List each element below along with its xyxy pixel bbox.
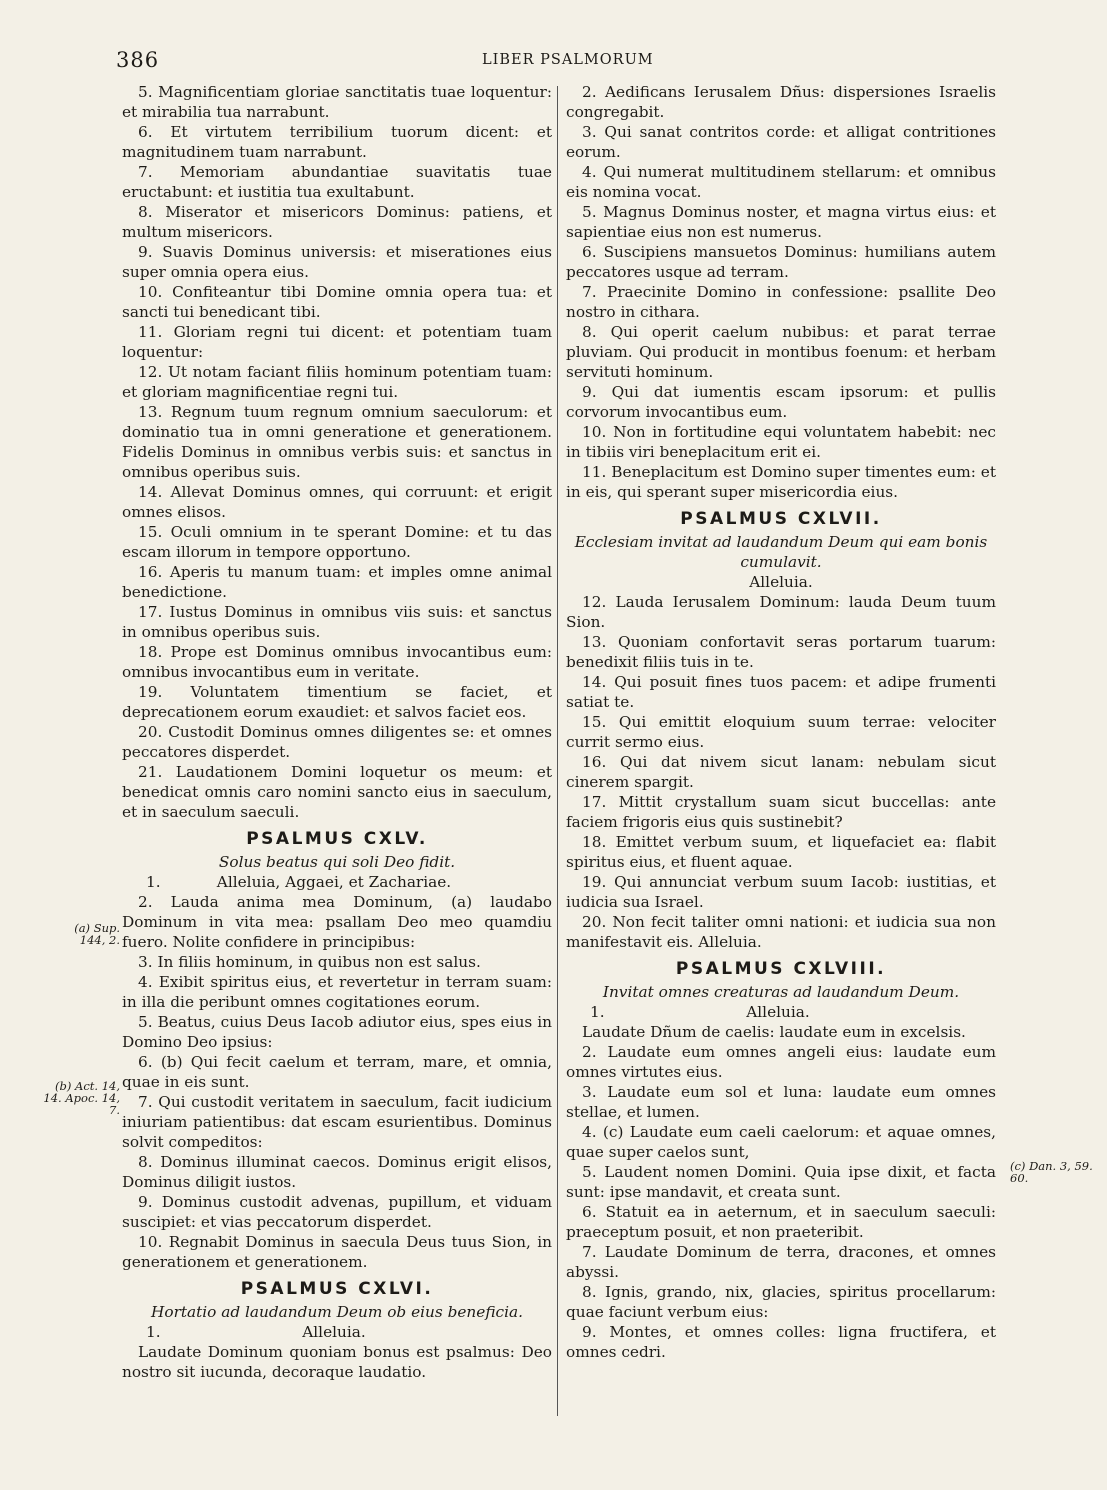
verse: 3. Qui sanat contritos corde: et alligat contritiones eorum. — [566, 123, 996, 161]
verse: 20. Non fecit taliter omni nationi: et iudicia sua non manifestavit eis. Alleluia. — [566, 913, 996, 951]
verse: 7. Laudate Dominum de terra, dracones, et omnes abyssi. — [566, 1243, 996, 1281]
margin-note-c: (c) Dan. 3, 59. 60. — [1010, 1159, 1093, 1185]
margin-note-a: (a) Sup. 144, 2. — [74, 921, 120, 947]
verse-one — [122, 1322, 552, 1342]
left-column — [122, 82, 552, 1382]
verse-text: Alleluia. — [746, 1003, 810, 1021]
verse: 17. Mittit crystallum suam sicut buccellas: ante faciem frigoris eius quis sustinebit? — [566, 793, 996, 831]
verse-number: 1. — [146, 1323, 161, 1341]
verse: 3. In filiis hominum, in quibus non est salus. — [138, 953, 481, 971]
verse: 20. Custodit Dominus omnes diligentes se: et omnes peccatores disperdet. — [122, 723, 552, 761]
verse: 7. Praecinite Domino in confessione: psallite Deo nostro in cithara. — [566, 283, 996, 321]
verse: 11. Beneplacitum est Domino super timentes eum: et in eis, qui sperant super misericordia eius. — [566, 463, 996, 501]
verse: 16. Aperis tu manum tuam: et imples omne animal benedictione. — [122, 563, 552, 601]
verse: 17. Iustus Dominus in omnibus viis suis: et sanctus in omnibus operibus suis. — [122, 603, 552, 641]
column-divider — [557, 86, 558, 1416]
psalm-argument: Invitat omnes creaturas ad laudandum Deum. — [602, 983, 960, 1001]
verse: 15. Qui emittit eloquium suum terrae: velociter currit sermo eius. — [566, 713, 996, 751]
verse: 14. Allevat Dominus omnes, qui corruunt: et erigit omnes elisos. — [122, 483, 552, 521]
verse: 5. Magnus Dominus noster, et magna virtus eius: et sapientiae eius non est numerus. — [566, 203, 996, 241]
verse-one — [122, 872, 552, 892]
verse: 18. Emittet verbum suum, et liquefaciet ea: flabit spiritus eius, et fluent aquae. — [566, 833, 996, 871]
verse: 8. Ignis, grando, nix, glacies, spiritus procellarum: quae faciunt verbum eius: — [566, 1283, 996, 1321]
verse: 2. Laudate eum omnes angeli eius: laudate eum omnes virtutes eius. — [566, 1043, 996, 1081]
verse: 19. Qui annunciat verbum suum Iacob: iustitias, et iudicia sua Israel. — [566, 873, 996, 911]
verse: 10. Confiteantur tibi Domine omnia opera tua: et sancti tui benedicant tibi. — [122, 283, 552, 321]
psalm-title: PSALMUS CXLVII. — [680, 509, 882, 529]
verse: 6. Suscipiens mansuetos Dominus: humilians autem peccatores usque ad terram. — [566, 243, 996, 281]
verse: 7. Memoriam abundantiae suavitatis tuae eructabunt: et iustitia tua exultabunt. — [122, 163, 552, 201]
right-column — [566, 82, 996, 1362]
verse: 15. Oculi omnium in te sperant Domine: et tu das escam illorum in tempore opportuno. — [122, 523, 552, 561]
psalm-title: PSALMUS CXLV. — [246, 829, 428, 849]
verse-number: 1. — [590, 1003, 605, 1021]
verse: 5. Beatus, cuius Deus Iacob adiutor eius, spes eius in Domino Deo ipsius: — [122, 1013, 552, 1051]
margin-note-b: (b) Act. 14, 14. Apoc. 14, 7. — [43, 1079, 120, 1117]
alleluia: Alleluia. — [749, 573, 813, 591]
verse: 16. Qui dat nivem sicut lanam: nebulam sicut cinerem spargit. — [566, 753, 996, 791]
verse: 2. Lauda anima mea Dominum, (a) laudabo Dominum in vita mea: psallam Deo meo quamdiu fuero. Nolite confidere in principibus: — [122, 893, 552, 951]
verse: 6. Statuit ea in aeternum, et in saeculum saeculi: praeceptum posuit, et non praeteribit. — [566, 1203, 996, 1241]
verse: 6. (b) Qui fecit caelum et terram, mare, et omnia, quae in eis sunt. — [122, 1053, 552, 1091]
verse-one — [566, 1002, 996, 1022]
verse: 9. Dominus custodit advenas, pupillum, et viduam suscipiet: et vias peccatorum disperdet. — [122, 1193, 552, 1231]
verse: 8. Miserator et misericors Dominus: patiens, et multum misericors. — [122, 203, 552, 241]
verse-text: Alleluia. — [302, 1323, 366, 1341]
verse: 10. Regnabit Dominus in saecula Deus tuus Sion, in generationem et generationem. — [122, 1233, 552, 1271]
verse: 7. Qui custodit veritatem in saeculum, facit iudicium iniuriam patientibus: dat escam esurientibus. Dominus solvit compeditos: — [122, 1093, 552, 1151]
page-number: 386 — [116, 48, 160, 72]
verse: 4. (c) Laudate eum caeli caelorum: et aquae omnes, quae super caelos sunt, — [566, 1123, 996, 1161]
verse: 3. Laudate eum sol et luna: laudate eum omnes stellae, et lumen. — [566, 1083, 996, 1121]
verse: 9. Montes, et omnes colles: ligna fructifera, et omnes cedri. — [566, 1323, 996, 1361]
verse: 9. Suavis Dominus universis: et miserationes eius super omnia opera eius. — [122, 243, 552, 281]
verse: 21. Laudationem Domini loquetur os meum: et benedicat omnis caro nomini sancto eius in saeculum, et in saeculum saeculi. — [122, 763, 552, 821]
verse: 14. Qui posuit fines tuos pacem: et adipe frumenti satiat te. — [566, 673, 996, 711]
verse: 4. Exibit spiritus eius, et revertetur in terram suam: in illa die peribunt omnes cogitationes eorum. — [122, 973, 552, 1011]
verse: 2. Aedificans Ierusalem Dñus: dispersiones Israelis congregabit. — [566, 83, 996, 121]
psalm-argument: Ecclesiam invitat ad laudandum Deum qui eam bonis cumulavit. — [574, 533, 988, 571]
verse: 4. Qui numerat multitudinem stellarum: et omnibus eis nomina vocat. — [566, 163, 996, 201]
verse: 12. Lauda Ierusalem Dominum: lauda Deum tuum Sion. — [566, 593, 996, 631]
verse-number: 1. — [146, 873, 161, 891]
verse: 6. Et virtutem terribilium tuorum dicent: et magnitudinem tuam narrabunt. — [122, 123, 552, 161]
verse: 11. Gloriam regni tui dicent: et potentiam tuam loquentur: — [122, 323, 552, 361]
verse: Laudate Dñum de caelis: laudate eum in excelsis. — [582, 1023, 966, 1041]
running-head: LIBER PSALMORUM — [482, 52, 654, 68]
verse: 5. Laudent nomen Domini. Quia ipse dixit, et facta sunt: ipse mandavit, et creata sunt. — [566, 1163, 996, 1201]
verse: Laudate Dominum quoniam bonus est psalmus: Deo nostro sit iucunda, decoraque laudatio. — [122, 1343, 552, 1381]
verse: 8. Dominus illuminat caecos. Dominus erigit elisos, Dominus diligit iustos. — [122, 1153, 552, 1191]
psalm-argument: Solus beatus qui soli Deo fidit. — [218, 853, 456, 871]
verse: 13. Quoniam confortavit seras portarum tuarum: benedixit filiis tuis in te. — [566, 633, 996, 671]
verse: 18. Prope est Dominus omnibus invocantibus eum: omnibus invocantibus eum in veritate. — [122, 643, 552, 681]
verse: 12. Ut notam faciant filiis hominum potentiam tuam: et gloriam magnificentiae regni tui. — [122, 363, 552, 401]
verse: 10. Non in fortitudine equi voluntatem habebit: nec in tibiis viri beneplacitum erit ei. — [566, 423, 996, 461]
verse: 5. Magnificentiam gloriae sanctitatis tuae loquentur: et mirabilia tua narrabunt. — [122, 83, 552, 121]
verse: 9. Qui dat iumentis escam ipsorum: et pullis corvorum invocantibus eum. — [566, 383, 996, 421]
verse: 8. Qui operit caelum nubibus: et parat terrae pluviam. Qui producit in montibus foenum: et herbam servituti hominum. — [566, 323, 996, 381]
psalm-title: PSALMUS CXLVIII. — [675, 959, 887, 979]
verse: 19. Voluntatem timentium se faciet, et deprecationem eorum exaudiet: et salvos faciet eos. — [122, 683, 552, 721]
verse-text: Alleluia, Aggaei, et Zachariae. — [216, 873, 452, 891]
verse: 13. Regnum tuum regnum omnium saeculorum: et dominatio tua in omni generatione et generationem. Fidelis Dominus in omnibus verbis suis: et sanctus in omnibus operibus suis. — [122, 403, 552, 481]
psalm-title: PSALMUS CXLVI. — [240, 1279, 434, 1299]
psalm-argument: Hortatio ad laudandum Deum ob eius beneficia. — [151, 1303, 523, 1321]
